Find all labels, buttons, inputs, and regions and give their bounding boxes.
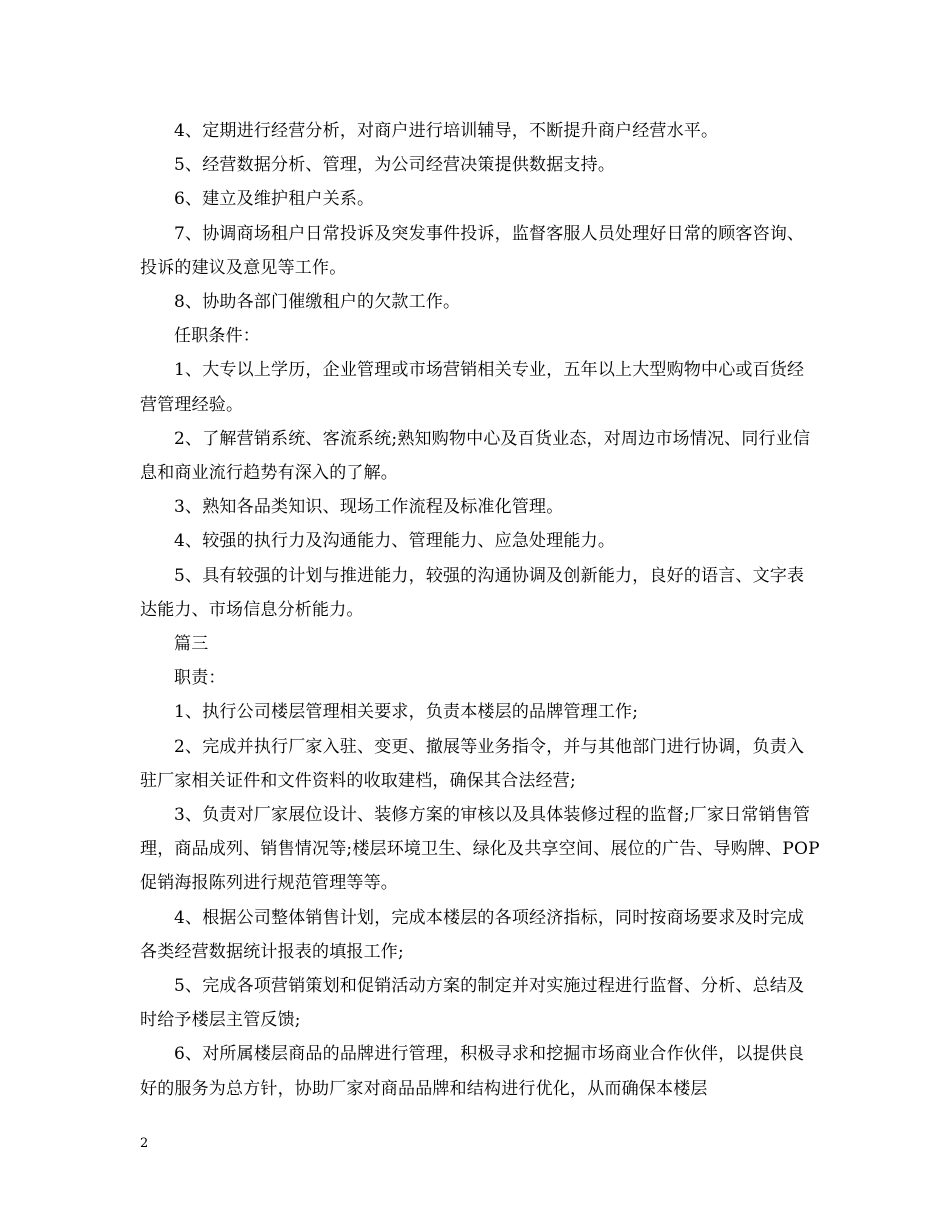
paragraph: 6、建立及维护租户关系。 (174, 189, 375, 210)
paragraph: 5、完成各项营销策划和促销活动方案的制定并对实施过程进行监督、分析、总结及时给予楼层主管反馈; (140, 976, 805, 1031)
paragraph: 7、协调商场租户日常投诉及突发事件投诉，监督客服人员处理好日常的顾客咨询、投诉的建议及意见等工作。 (140, 223, 805, 278)
paragraph: 8、协助各部门催缴租户的欠款工作。 (174, 292, 461, 313)
section-heading: 任职条件： (174, 326, 260, 347)
section-heading: 职责： (174, 668, 226, 689)
paragraph: 4、较强的执行力及沟通能力、管理能力、应急处理能力。 (174, 531, 616, 552)
paragraph: 3、熟知各品类知识、现场工作流程及标准化管理。 (174, 497, 564, 518)
paragraph: 2、了解营销系统、客流系统;熟知购物中心及百货业态，对周边市场情况、同行业信息和商业流行趋势有深入的了解。 (140, 428, 811, 484)
page-number: 2 (140, 1136, 149, 1151)
paragraph: 6、对所属楼层商品的品牌进行管理，积极寻求和挖掘市场商业合作伙伴，以提供良好的服务为总方针，协助厂家对商品品牌和结构进行优化，从而确保本楼层 (140, 1044, 805, 1099)
section-title: 篇三 (174, 634, 209, 655)
paragraph: 5、具有较强的计划与推进能力，较强的沟通协调及创新能力，良好的语言、文字表达能力、市场信息分析能力。 (140, 565, 805, 620)
paragraph: 1、大专以上学历，企业管理或市场营销相关专业，五年以上大型购物中心或百货经营管理经验。 (140, 360, 805, 415)
paragraph: 3、负责对厂家展位设计、装修方案的审核以及具体装修过程的监督;厂家日常销售管理，商品成列、销售情况等;楼层环境卫生、绿化及共享空间、展位的广告、导购牌、POP促销海报陈列进行规范管理等等。 (140, 805, 820, 894)
document-body (140, 114, 820, 1106)
paragraph: 5、经营数据分析、管理，为公司经营决策提供数据支持。 (174, 155, 616, 176)
paragraph: 4、根据公司整体销售计划，完成本楼层的各项经济指标，同时按商场要求及时完成各类经营数据统计报表的填报工作; (140, 907, 805, 962)
paragraph: 2、完成并执行厂家入驻、变更、撤展等业务指令，并与其他部门进行协调，负责入驻厂家相关证件和文件资料的收取建档，确保其合法经营; (140, 736, 805, 791)
paragraph: 1、执行公司楼层管理相关要求，负责本楼层的品牌管理工作; (174, 702, 639, 723)
paragraph: 4、定期进行经营分析，对商户进行培训辅导，不断提升商户经营水平。 (174, 121, 719, 141)
